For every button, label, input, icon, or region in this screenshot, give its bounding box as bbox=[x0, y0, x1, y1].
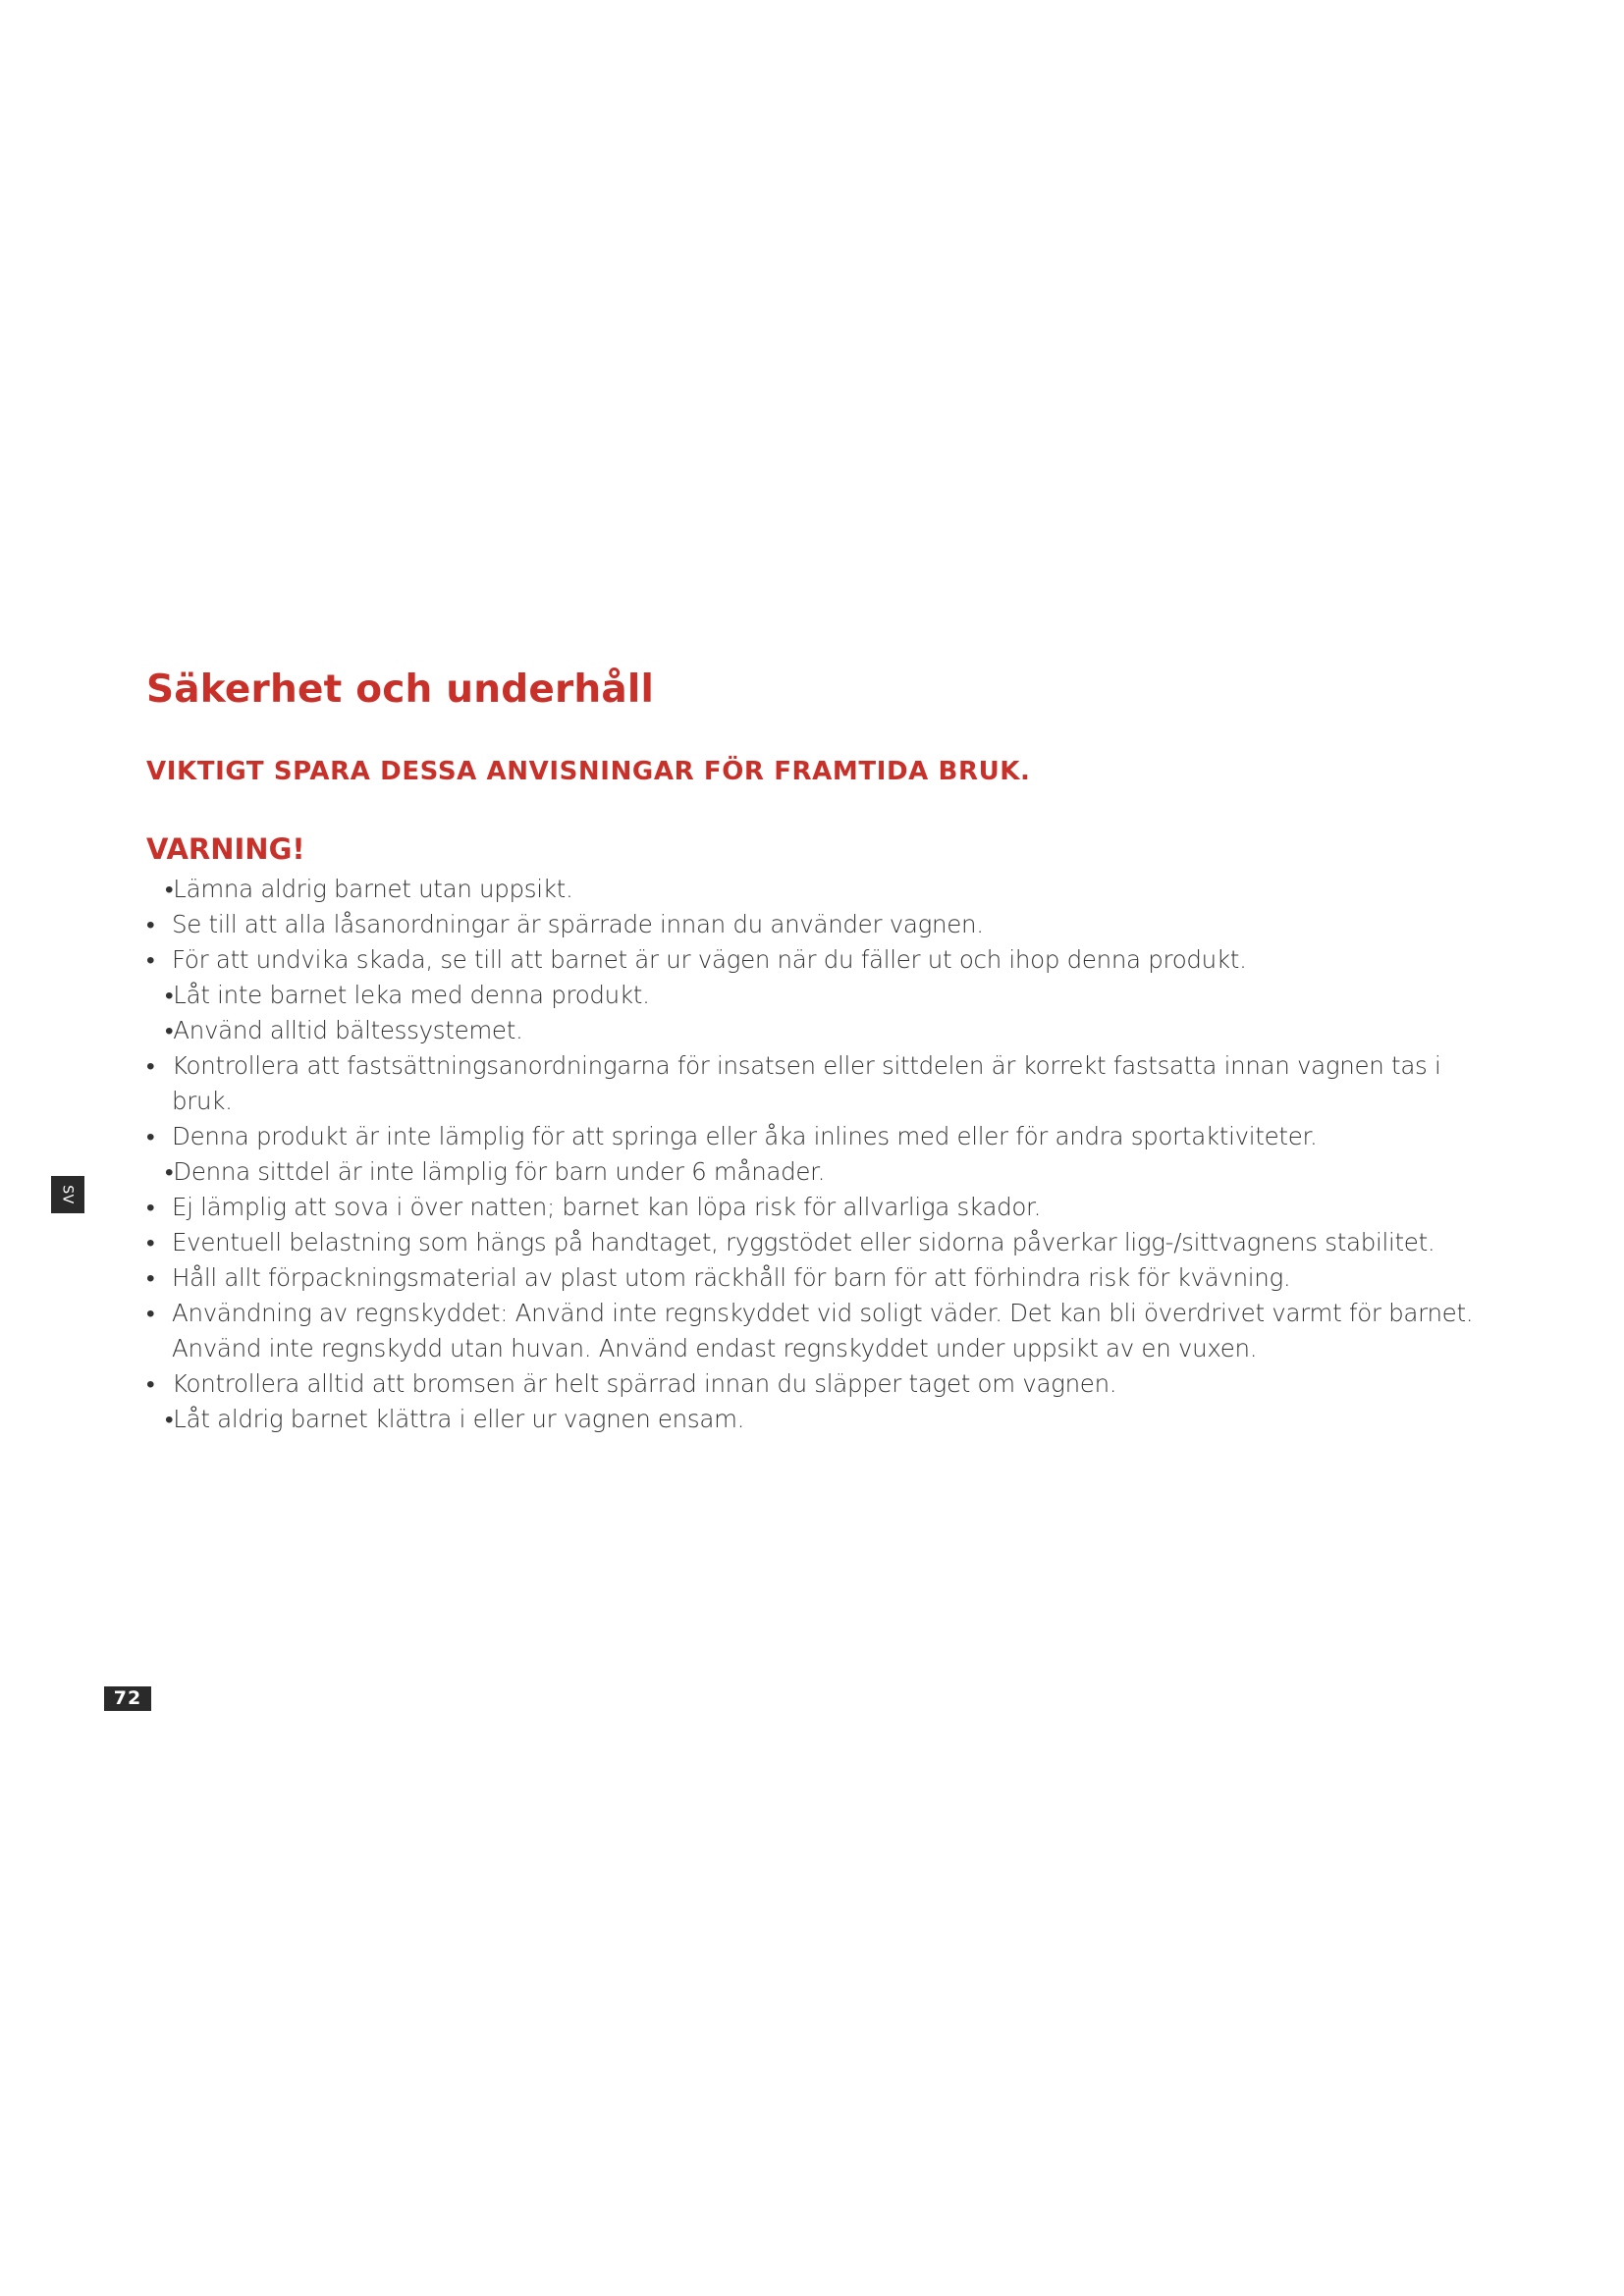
warning-text: Låt aldrig barnet klättra i eller ur vagnen ensam. bbox=[173, 1405, 745, 1433]
warning-text: Användning av regnskyddet: Använd inte regnskyddet vid soligt väder. Det kan bli överdrivet varmt för barnet. Använd inte regnskydd utan huvan. Använd endast regnskyddet under uppsikt av en vuxen. bbox=[172, 1299, 1474, 1362]
bullet-icon: • bbox=[165, 981, 174, 1009]
warning-text: För att undvika skada, se till att barnet är ur vägen när du fäller ut och ihop denna produkt. bbox=[172, 945, 1247, 974]
warning-text: Denna sittdel är inte lämplig för barn under 6 månader. bbox=[173, 1157, 826, 1186]
warning-item bbox=[146, 872, 1501, 907]
warning-text: Ej lämplig att sova i över natten; barnet kan löpa risk för allvarliga skador. bbox=[172, 1193, 1042, 1221]
bullet-icon: • bbox=[146, 1051, 155, 1080]
language-code: SV bbox=[60, 1185, 76, 1204]
warning-text: Kontrollera att fastsättningsanordningarna för insatsen eller sittdelen är korrekt fastsatta innan vagnen tas i bruk. bbox=[172, 1051, 1441, 1115]
warning-item bbox=[146, 1402, 1501, 1437]
warning-text: Lämna aldrig barnet utan uppsikt. bbox=[173, 875, 573, 903]
warning-item bbox=[146, 1190, 1501, 1225]
important-instructions-heading: VIKTIGT SPARA DESSA ANVISNINGAR FÖR FRAMTIDA BRUK. bbox=[146, 757, 1031, 786]
warning-item bbox=[146, 1296, 1501, 1366]
warning-item bbox=[146, 1048, 1501, 1119]
warning-text: Håll allt förpackningsmaterial av plast utom räckhåll för barn för att förhindra risk för kvävning. bbox=[172, 1263, 1291, 1292]
page-number: 72 bbox=[104, 1686, 151, 1711]
language-tab bbox=[51, 1176, 84, 1213]
warning-heading: VARNING! bbox=[146, 832, 305, 866]
warning-item bbox=[146, 1225, 1501, 1260]
warning-item bbox=[146, 978, 1501, 1013]
warning-text: Eventuell belastning som hängs på handtaget, ryggstödet eller sidorna påverkar ligg-/sittvagnens stabilitet. bbox=[172, 1228, 1435, 1256]
warning-item bbox=[146, 1119, 1501, 1154]
warning-list bbox=[146, 872, 1501, 1437]
warning-text: Låt inte barnet leka med denna produkt. bbox=[173, 981, 650, 1009]
bullet-icon: • bbox=[146, 1228, 155, 1256]
bullet-icon: • bbox=[165, 1405, 174, 1433]
bullet-icon: • bbox=[165, 1016, 174, 1044]
bullet-icon: • bbox=[146, 1299, 155, 1327]
bullet-icon: • bbox=[146, 945, 155, 974]
warning-item bbox=[146, 907, 1501, 942]
bullet-icon: • bbox=[146, 1263, 155, 1292]
warning-item bbox=[146, 1154, 1501, 1190]
warning-text: Se till att alla låsanordningar är spärrade innan du använder vagnen. bbox=[172, 910, 984, 938]
bullet-icon: • bbox=[146, 1369, 155, 1398]
warning-text: Denna produkt är inte lämplig för att springa eller åka inlines med eller för andra sportaktiviteter. bbox=[172, 1122, 1318, 1150]
warning-item bbox=[146, 1366, 1501, 1402]
page-title: Säkerhet och underhåll bbox=[146, 667, 655, 712]
warning-text: Använd alltid bältessystemet. bbox=[173, 1016, 523, 1044]
bullet-icon: • bbox=[146, 1193, 155, 1221]
bullet-icon: • bbox=[146, 910, 155, 938]
warning-item bbox=[146, 1260, 1501, 1296]
bullet-icon: • bbox=[146, 1122, 155, 1150]
bullet-icon: • bbox=[165, 875, 174, 903]
warning-item bbox=[146, 942, 1501, 978]
warning-item bbox=[146, 1013, 1501, 1048]
bullet-icon: • bbox=[165, 1157, 174, 1186]
warning-text: Kontrollera alltid att bromsen är helt spärrad innan du släpper taget om vagnen. bbox=[172, 1369, 1117, 1398]
